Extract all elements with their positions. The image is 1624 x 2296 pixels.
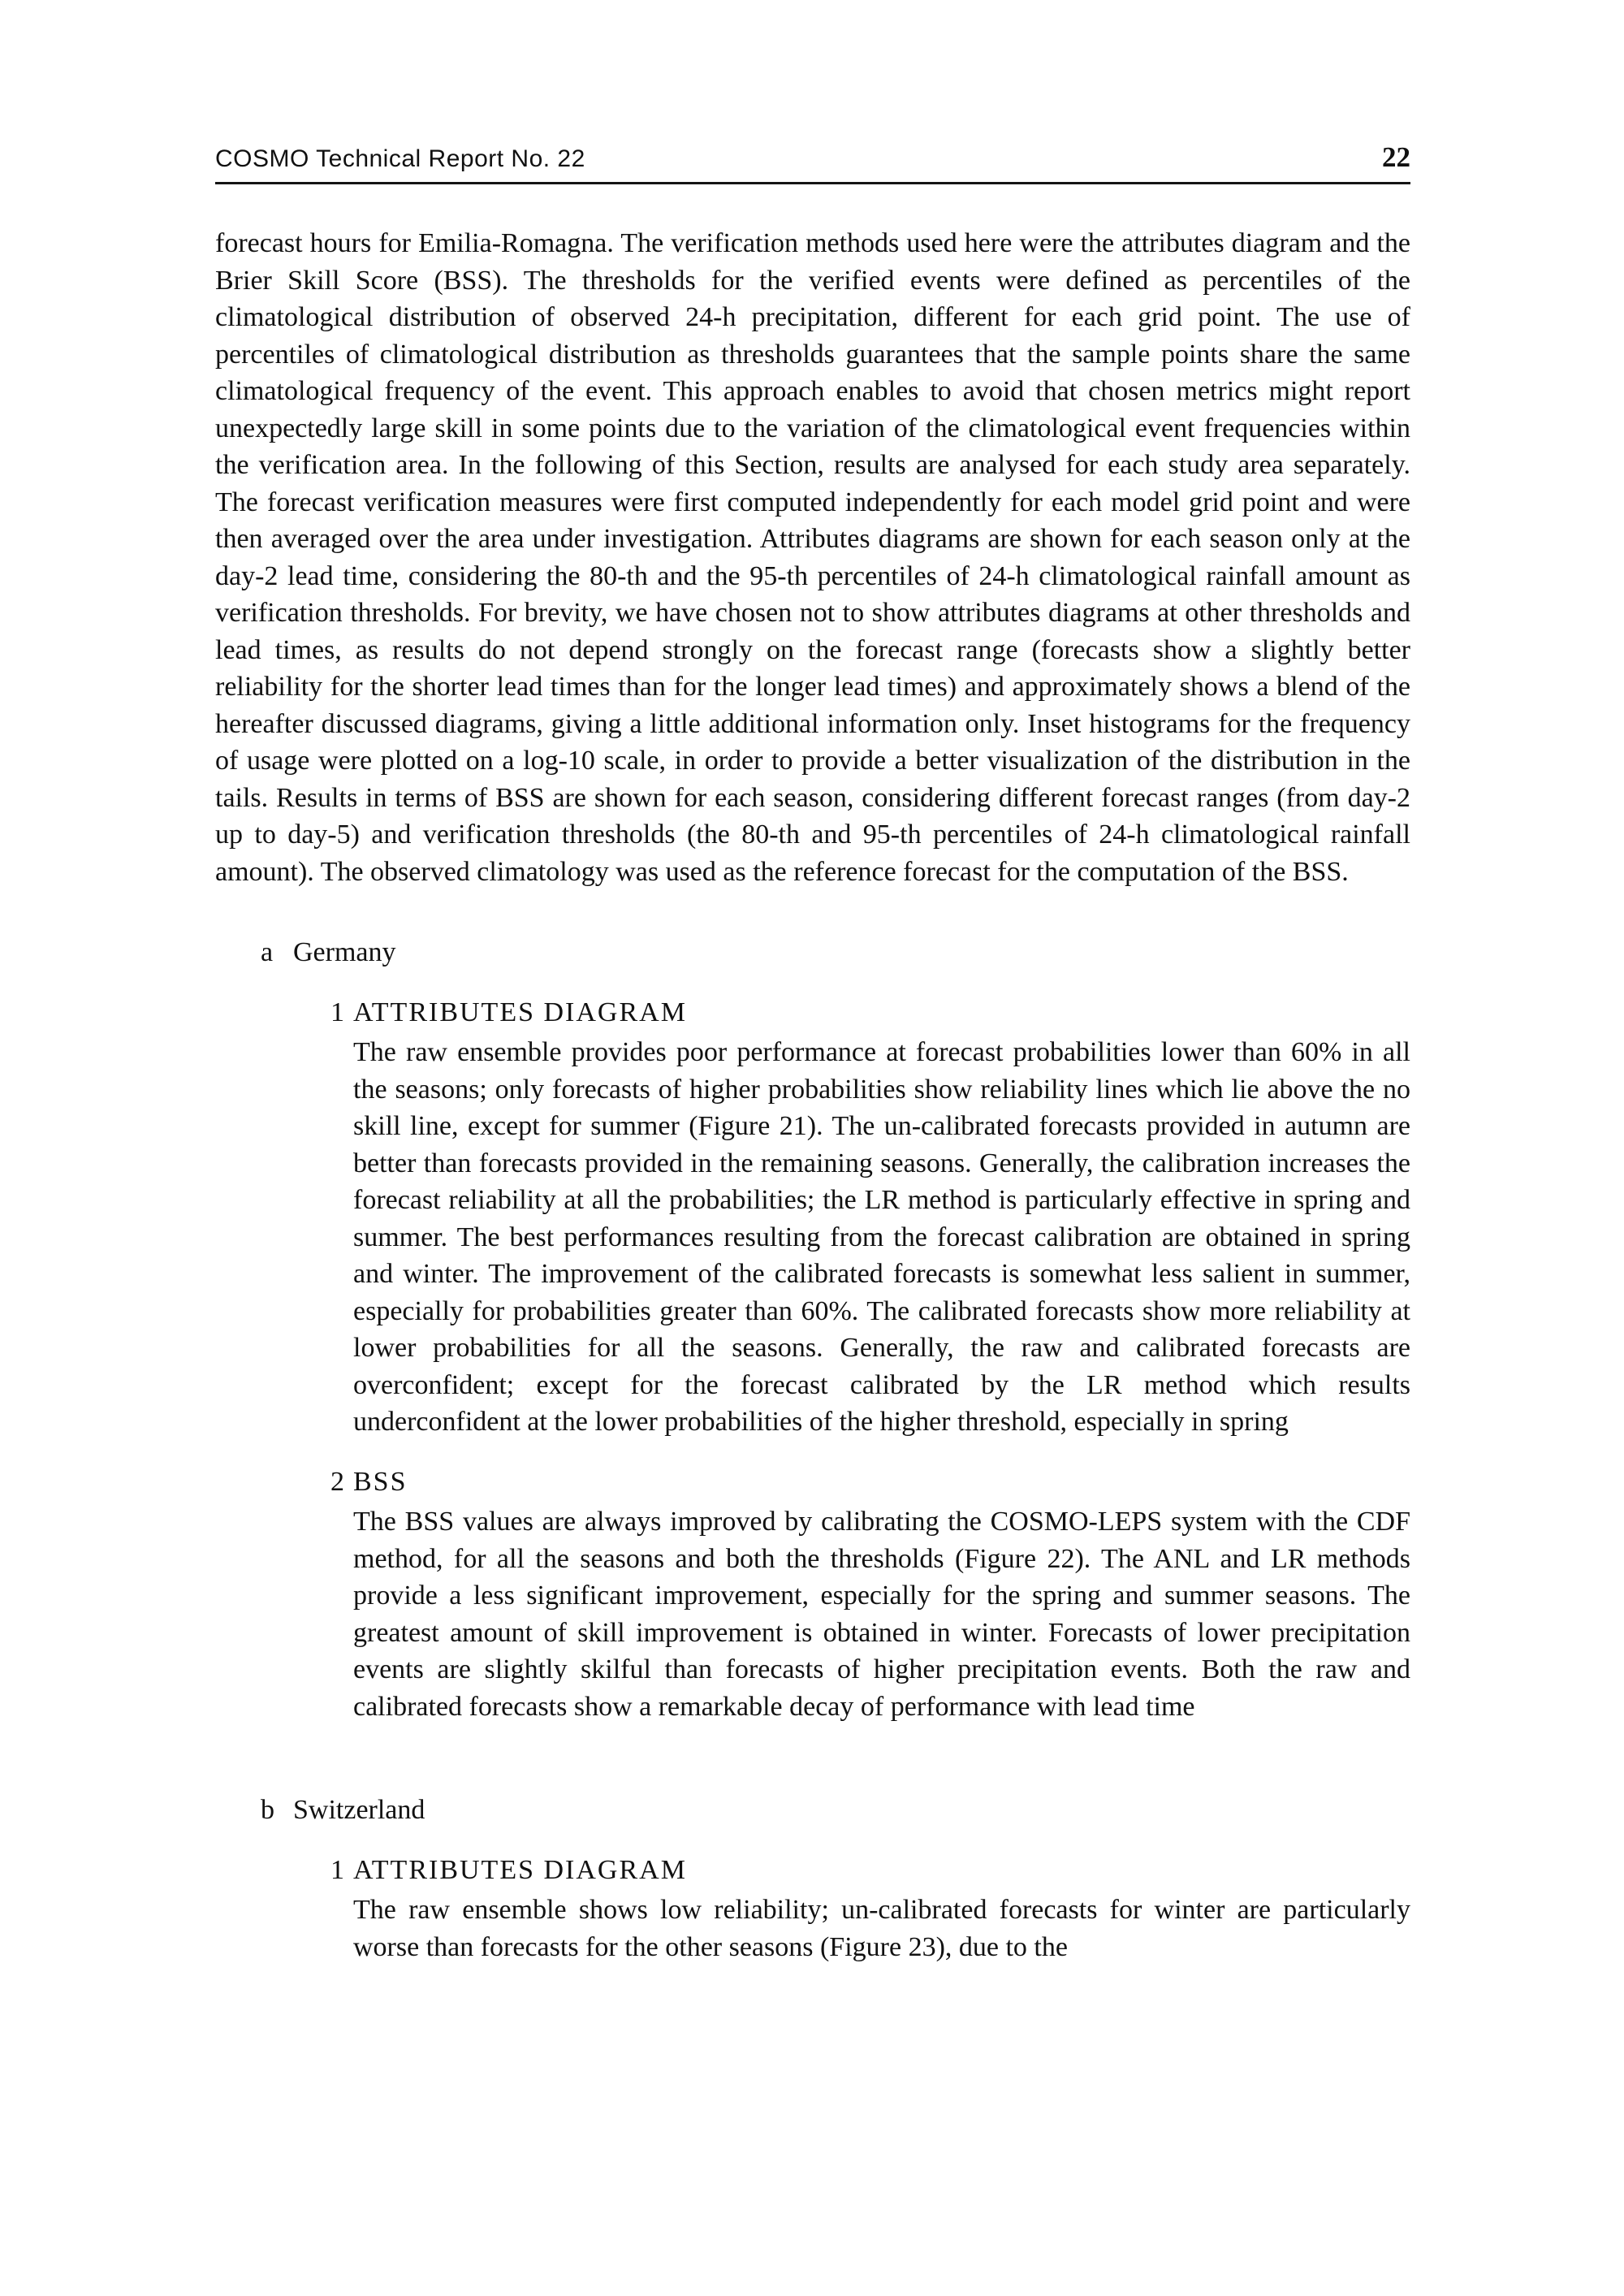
page-number: 22 bbox=[1382, 141, 1410, 173]
list-item bbox=[323, 994, 1410, 1441]
item-label: 2 bbox=[330, 1466, 344, 1497]
section-switzerland bbox=[215, 1792, 1410, 1965]
section-label: b bbox=[261, 1795, 274, 1825]
item-content bbox=[353, 994, 1410, 1441]
item-content bbox=[353, 1852, 1410, 1966]
header-rule bbox=[215, 182, 1410, 184]
section-heading bbox=[261, 934, 1410, 971]
section-title-text: Germany bbox=[293, 937, 396, 967]
item-label: 1 bbox=[330, 997, 344, 1027]
item-body: The raw ensemble provides poor performance at forecast probabilities lower than 60% in all the seasons; only forecasts of higher probabilities show reliability lines which lie above the no skill line, except for summer (Figure 21). The un-calibrated forecasts provided in autumn are better than forecasts provided in the remaining seasons. Generally, the calibration increases the forecast reliability at all the probabilities; the LR method is particularly effective in spring and summer. The best performances resulting from the forecast calibration are obtained in spring and winter. The improvement of the calibrated forecasts is somewhat less salient in summer, especially for probabilities greater than 60%. The calibrated forecasts show more reliability at lower probabilities for all the seasons. Generally, the raw and calibrated forecasts are overconfident; except for the forecast calibrated by the LR method which results underconfident at the lower probabilities of the higher threshold, especially in spring bbox=[353, 1037, 1410, 1437]
item-heading: BSS bbox=[353, 1466, 408, 1497]
intro-paragraph: forecast hours for Emilia-Romagna. The verification methods used here were the attributes diagram and the Brier Skill Score (BSS). The thresholds for the verified events were defined as percentiles of the climatological distribution of observed 24-h precipitation, different for each grid point. The use of percentiles of climatological distribution as thresholds guarantees that the sample points share the same climatological frequency of the event. This approach enables to avoid that chosen metrics might report unexpectedly large skill in some points due to the variation of the climatological event frequencies within the verification area. In the following of this Section, results are analysed for each study area separately. The forecast verification measures were first computed independently for each model grid point and were then averaged over the area under investigation. Attributes diagrams are shown for each season only at the day-2 lead time, considering the 80-th and the 95-th percentiles of 24-h climatological rainfall amount as verification thresholds. For brevity, we have chosen not to show attributes diagrams at other thresholds and lead times, as results do not depend strongly on the forecast range (forecasts show a slightly better reliability for the shorter lead times than for the longer lead times) and approximately shows a blend of the hereafter discussed diagrams, giving a little additional information only. Inset histograms for the frequency of usage were plotted on a log-10 scale, in order to provide a better visualization of the distribution in the tails. Results in terms of BSS are shown for each season, considering different forecast ranges (from day-2 up to day-5) and verification thresholds (the 80-th and 95-th percentiles of 24-h climatological rainfall amount). The observed climatology was used as the reference forecast for the computation of the BSS. bbox=[215, 228, 1410, 887]
section-heading bbox=[261, 1792, 1410, 1829]
item-heading: ATTRIBUTES DIAGRAM bbox=[353, 1854, 687, 1885]
item-label: 1 bbox=[330, 1854, 344, 1885]
section-label: a bbox=[261, 937, 274, 967]
item-body: The BSS values are always improved by calibrating the COSMO-LEPS system with the CDF method, for all the seasons and both the thresholds (Figure 22). The ANL and LR methods provide a less significant improvement, especially for the spring and summer seasons. The greatest amount of skill improvement is obtained in winter. Forecasts of lower precipitation events are slightly skilful than forecasts of higher precipitation events. Both the raw and calibrated forecasts show a remarkable decay of performance with lead time bbox=[353, 1507, 1410, 1722]
page-content bbox=[215, 0, 1410, 1965]
item-content bbox=[353, 1464, 1410, 1726]
running-header bbox=[215, 0, 1410, 174]
item-body: The raw ensemble shows low reliability; un-calibrated forecasts for winter are particularly worse than forecasts for the other seasons (Figure 23), due to the bbox=[353, 1895, 1410, 1962]
section-germany bbox=[215, 934, 1410, 1725]
section-title-text: Switzerland bbox=[293, 1795, 425, 1825]
list-item bbox=[323, 1852, 1410, 1966]
item-heading: ATTRIBUTES DIAGRAM bbox=[353, 997, 687, 1027]
list-item bbox=[323, 1464, 1410, 1726]
report-header-title: COSMO Technical Report No. 22 bbox=[215, 145, 585, 172]
